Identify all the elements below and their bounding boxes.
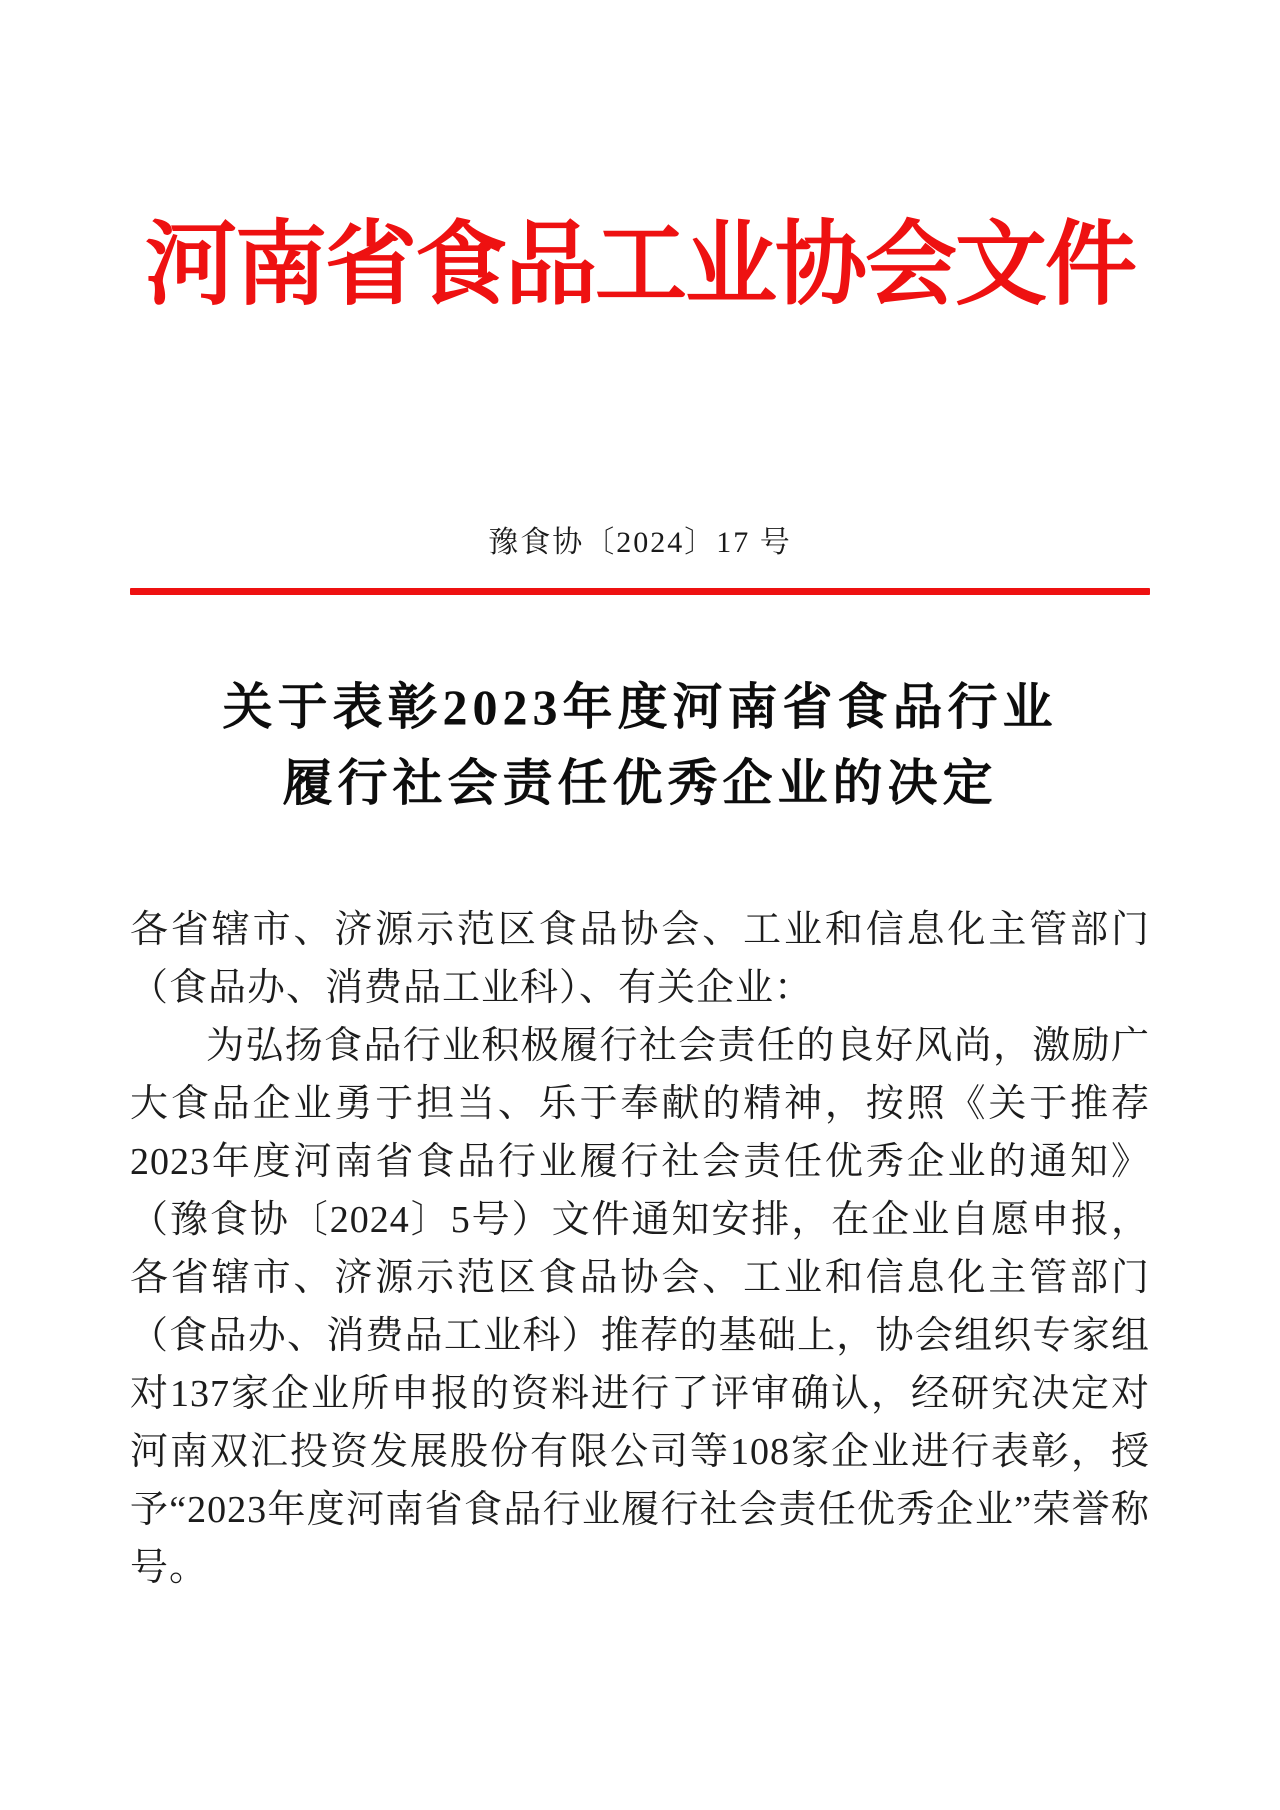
- document-title-line1: 关于表彰2023年度河南省食品行业: [222, 678, 1058, 735]
- org-title-red-header: 河南省食品工业协会文件: [144, 214, 1135, 316]
- red-divider-line: [130, 588, 1150, 595]
- document-title: [130, 669, 1150, 821]
- document-body: [130, 901, 1150, 1597]
- doc-number: 豫食协〔2024〕17 号: [488, 525, 792, 559]
- main-paragraph: 为弘扬食品行业积极履行社会责任的良好风尚，激励广大食品企业勇于担当、乐于奉献的精神，按照《关于推荐2023年度河南省食品行业履行社会责任优秀企业的通知》（豫食协〔2024〕5号）文件通知安排，在企业自愿申报，各省辖市、济源示范区食品协会、工业和信息化主管部门（食品办、消费品工业科）推荐的基础上，协会组织专家组对137家企业所申报的资料进行了评审确认，经研究决定对河南双汇投资发展股份有限公司等108家企业进行表彰，授予“2023年度河南省食品行业履行社会责任优秀企业”荣誉称号。: [130, 1024, 1150, 1589]
- document-title-line2: 履行社会责任优秀企业的决定: [282, 754, 998, 811]
- salutation-paragraph: 各省辖市、济源示范区食品协会、工业和信息化主管部门（食品办、消费品工业科）、有关企业：: [130, 908, 1150, 1009]
